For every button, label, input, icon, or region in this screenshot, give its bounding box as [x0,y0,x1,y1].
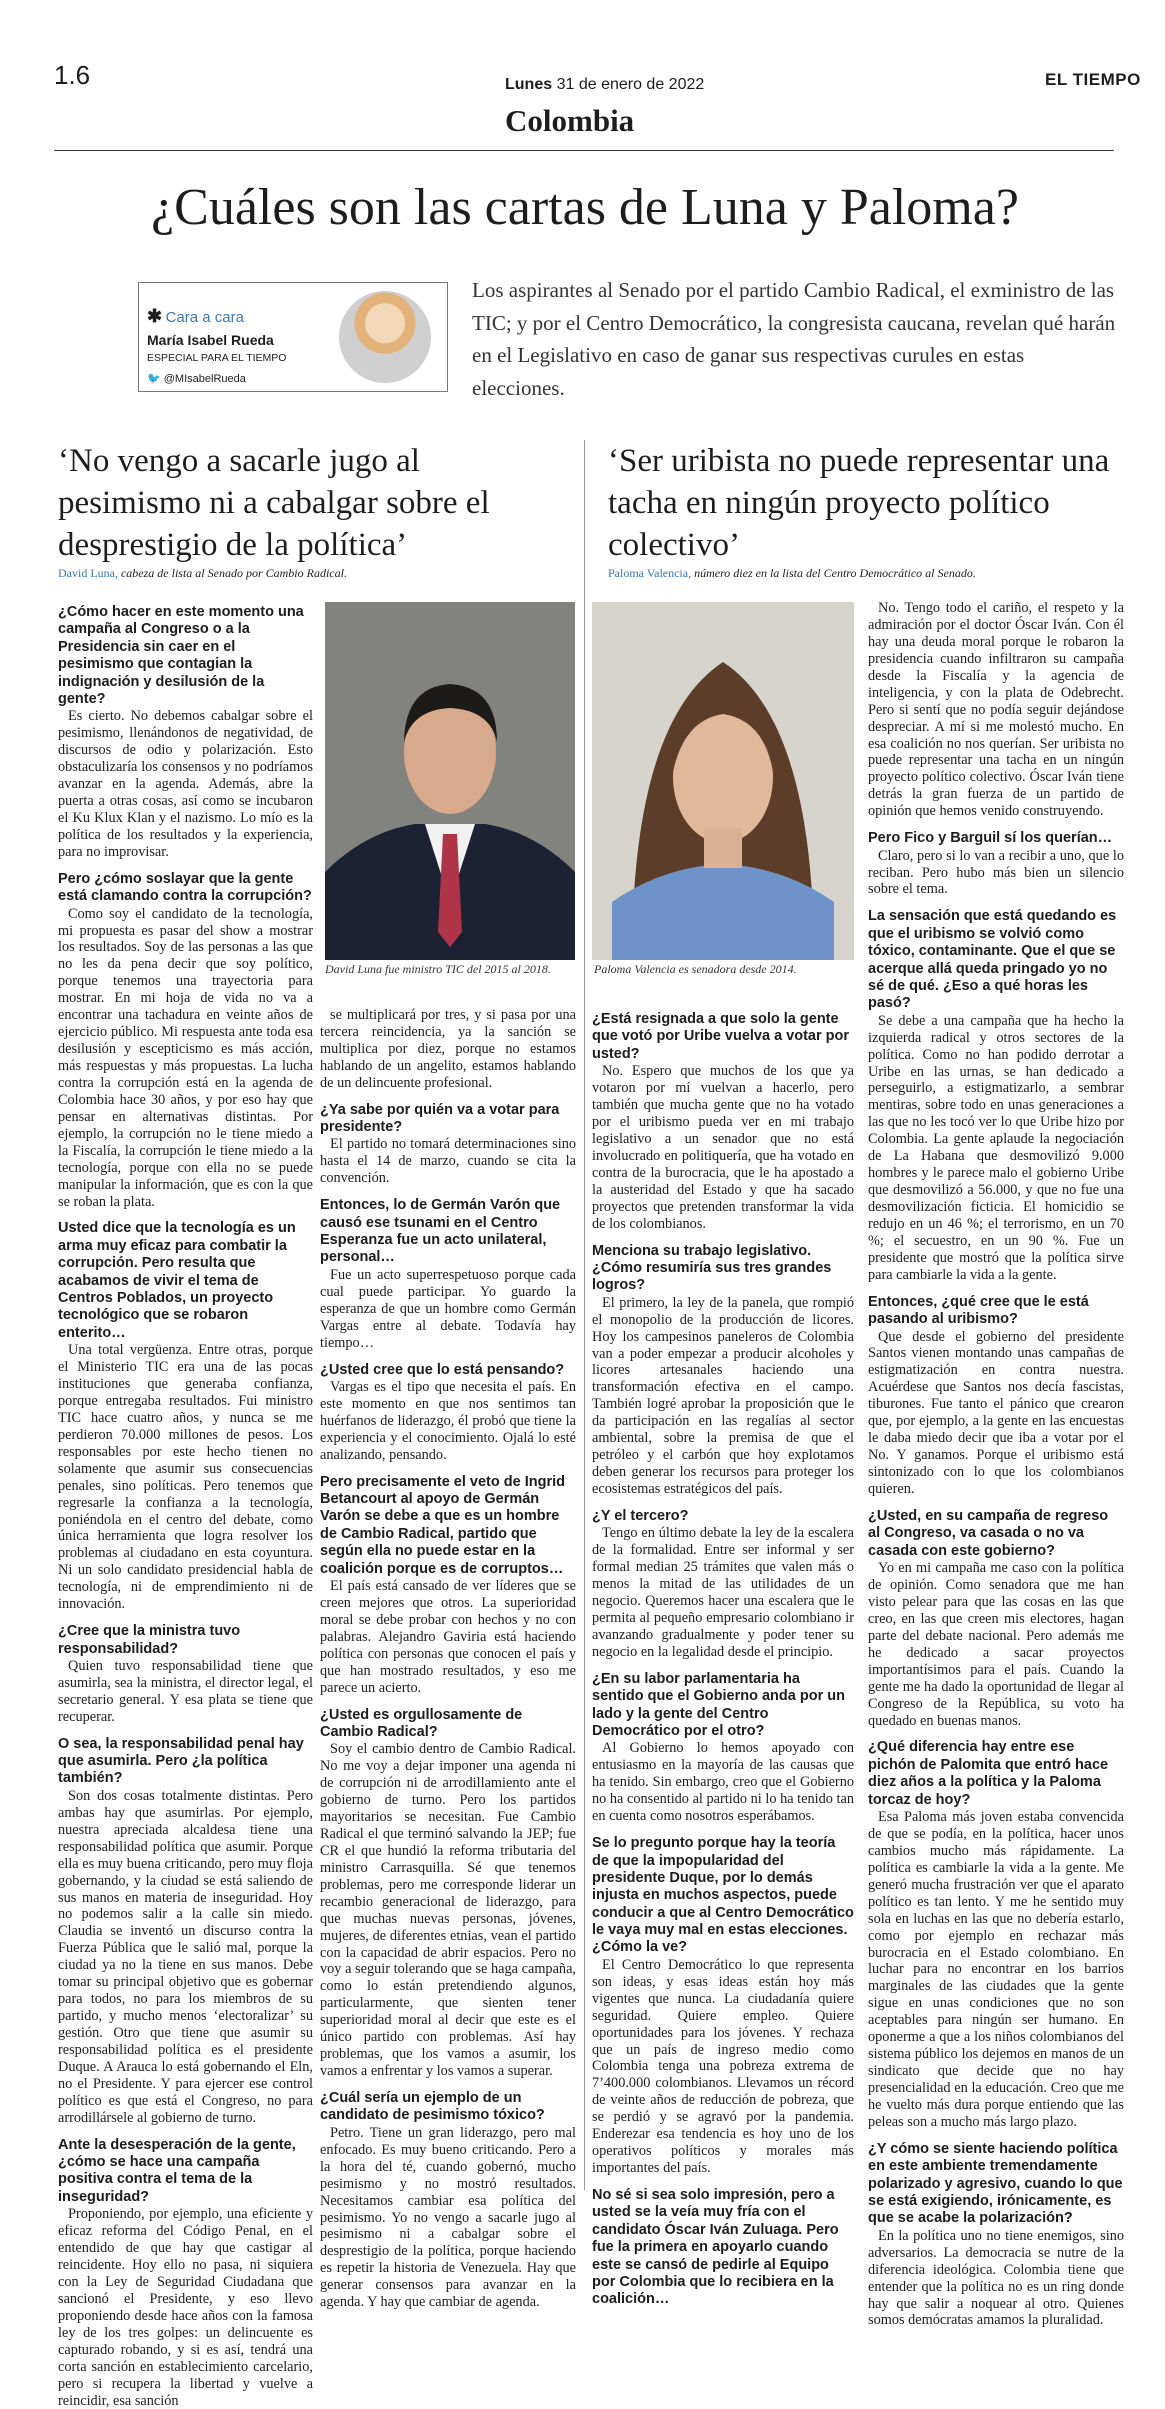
section-title: Colombia [505,103,635,138]
interview-question: Usted dice que la tecnología es un arma muy eficaz para combatir la corrupción. Pero resulta que acabamos de vivir el tema de Centros Poblados, un proyecto tecnológico que se robaron enterito… [58,1220,296,1341]
byline-text [147,303,347,387]
asterisk-icon: ✱ [147,306,163,326]
right-column-3 [592,1007,854,2308]
left-quote-title: ‘No vengo a sacarle jugo al pesimismo ni a cabalgar sobre el desprestigio de la política’ [58,443,490,564]
brand-logo: EL TIEMPO [1045,70,1141,89]
paloma-valencia-portrait [592,602,854,960]
right-column-4 [868,600,1124,2329]
interview-answer: El Centro Democrático lo que representa son ideas, y esas ideas están hoy más vigentes que nunca. La ciudadanía quiere seguridad. Quiere empleo. Quiere oportunidades para los jóvenes. Y rechaza que un país de ingreso medio como Colombia tenga una pobreza extrema de 7’400.000 colombianos. Llevamos un récord de veinte años de reducción de pobreza, que se perdió y se agravó por la pandemia. Enderezar esa tendencia es hoy uno de los operativos políticos y morales más importantes del país. [592,1956,854,2177]
interview-answer: El primero, la ley de la panela, que rompió el monopolio de la producción de licores. Hoy los campesinos paneleros de Colombia van a poder empezar a producir alcoholes y licores artesanales haciendo una transformación efectiva en el campo. También logré aprobar la proposición que le da participación en las regalías al sector ambiental, sobre la premisa de que el petróleo y el carbón que hoy explotamos deben generar los recursos para proteger los ecosistemas estratégicos del país. [592,1294,854,1498]
byline-author: María Isabel Rueda [147,332,274,348]
interview-question: ¿Qué diferencia hay entre ese pichón de Palomita que entró hace diez años a la política y la Paloma torcaz de hoy? [868,1739,1109,1808]
interview-answer: Son dos cosas totalmente distintas. Pero ambas hay que asumirlas. Por ejemplo, nuestra apreciada alcaldesa tiene una responsabilidad política que asumir. Porque ella es muy buena criticando, pero muy floja gobernando, y la ciudad se está saliendo de sus manos en materia de inseguridad. Hoy no podemos salir a la calle sin miedo. Claudia se inventó un discurso contra la Fuerza Pública que le salió mal, porque la ciudad ya no la tiene en sus manos. Debe tomar su principal objetivo que es gobernar para todos, no para los miembros de su partido, y mucho menos ‘electoralizar’ su gestión. Otro que tiene que asumir su responsabilidad política es el presidente Duque. A Arauca lo está gobernando el Eln, no el Presidente. Y para ejercer ese control político es que está el Congreso, no para arrodillársele al gobierno de turno. [58,1787,313,2126]
page-number: 1.6 [54,60,91,90]
interview-question: La sensación que está quedando es que el uribismo se volvió como tóxico, contaminante. Que el que se acerque allá queda pringado yo no sé de qué. ¿Eso a qué horas les pasó? [868,908,1117,1012]
top-rule [54,150,1114,151]
date-day: Lunes [505,76,553,93]
interview-question: ¿Usted, en su campaña de regreso al Congreso, va casada o no va casada con este gobierno? [868,1507,1109,1559]
interview-question: ¿Ya sabe por quién va a votar para presidente? [320,1101,560,1136]
interview-answer: Una total vergüenza. Entre otras, porque el Ministerio TIC era una de las pocas instituciones que generaba confianza, porque entregaba resultados. Fui ministro TIC hace cuatro años, y nunca se me perdieron 70.000 millones de pesos. Los responsables por este hecho tienen no solamente que asumir sus consecuencias penales, sino políticas. Pero tenemos que regresarle la confianza a la tecnología, poniéndola en el centro del debate, como única herramienta que logra resolver los problemas al ciudadano en esta coyuntura. Ni un solo candidato presidencial habla de tecnología, ni de emprendimiento ni de innovación. [58,1342,313,1613]
interview-answer: El partido no tomará determinaciones sino hasta el 14 de marzo, cuando se cita la convención. [320,1136,576,1187]
interview-question: Menciona su trabajo legislativo. ¿Cómo resumiría sus tres grandes logros? [592,1242,832,1294]
interview-answer: Claro, pero si lo van a recibir a uno, que lo reciban. Pero hubo más bien un silencio sobre el tema. [868,847,1124,898]
interview-question: ¿Cómo hacer en este momento una campaña al Congreso o a la Presidencia sin caer en el pesimismo que contagian la indignación y desilusión de la gente? [58,604,304,707]
left-subject-name: David Luna, [58,566,118,580]
date-rest: 31 de enero de 2022 [556,76,705,93]
interview-question: ¿Usted es orgullosamente de Cambio Radical? [320,1706,523,1740]
left-column-1 [58,600,313,2409]
left-column-2 [320,1007,576,2311]
interview-question: ¿Cuál sería un ejemplo de un candidato de pesimismo tóxico? [320,2090,545,2124]
left-subject-line [58,566,578,581]
interview-answer: Quien tuvo responsabilidad tiene que asumirla, sea la ministra, el director legal, el secretario general. Y esa plata se tiene que recuperar. [58,1657,313,1725]
right-subject-name: Paloma Valencia, [608,566,692,580]
interview-question: Ante la desesperación de la gente, ¿cómo se hace una campaña positiva contra el tema de la inseguridad? [58,2136,296,2205]
interview-answer: Se debe a una campaña que ha hecho la izquierda radical y otros sectores de la política. Como no han podido derrotar a Uribe en las urnas, se han dedicado a perseguirlo, a estigmatizarlo, a sembrar mentiras, sobre todo en unas generaciones a las que no les tocó ver lo que Uribe hizo por Colombia. La gente aplaude la negociación de La Habana que desmovilizó 9.000 hombres y le parece malo el gobierno Uribe que desmovilizó a 56.000, y que no fue una desmovilización ficticia. El homicidio se redujo en un 46 %; el terrorismo, en un 70 %; el secuestro, en un 90 %. Fue un presidente que mostró que la política sirve para cambiarle la vida a la gente. [868,1012,1124,1283]
interview-answer: Esa Paloma más joven estaba convencida de que se podía, en la política, hacer unos cambios mucho más rápidamente. La política es cambiarle la vida a la gente. Me generó mucha frustración ver que el aparato político es tan lento. Y me he sentido muy sola en luchas en las que no debería estarlo, como por ejemplo en rechazar más burocracia en el Estado colombiano. En luchar para no encontrar en los barrios marginales de las ciudades que la gente sigue en unas condiciones que no son aceptables para ningún ser humano. En oponerme a que a los niños colombianos del sistema público los dejemos en manos de un sindicato que decide que no hay presencialidad en la educación. Creo que me he vuelto más dura porque entiendo que las peleas son a mucho más largo plazo. [868,1809,1124,2130]
interview-question: Entonces, lo de Germán Varón que causó ese tsunami en el Centro Esperanza fue un acto unilateral, personal… [320,1197,561,1266]
author-portrait [339,291,431,383]
interview-question: ¿Usted cree que lo está pensando? [320,1361,565,1378]
page-headline: ¿Cuáles son las cartas de Luna y Paloma? [151,179,1019,236]
interview-answer: Vargas es el tipo que necesita el país. En este momento en que nos sentimos tan huérfanos de liderazgo, él probó que tiene la experiencia y el conocimiento. Ojalá lo esté analizando, pensando. [320,1378,576,1463]
interview-question: ¿En su labor parlamentaria ha sentido que el Gobierno anda por un lado y la gente del Centro Democrático por el otro? [592,1670,845,1740]
byline-tag: Cara a cara [165,309,244,326]
interview-answer: Yo en mi campaña me caso con la política de opinión. Como senadora que me han visto pelear para que las cosas en las que creo, en las que creen mis electores, hagan parte del debate nacional. Pero además me he dedicado a sacar proyectos importantísimos para el país. Cuando la gente me ha dado la oportunidad de llegar al Congreso de la República, su voto ha quedado en buenas manos. [868,1560,1124,1729]
interview-answer: Proponiendo, por ejemplo, una eficiente y eficaz reforma del Código Penal, en el entendido de que hay que castigar al reincidente. Hoy ello no pasa, ni siquiera con la Ley de Seguridad Ciudadana que sancionó el Presidente, y eso llevo proponiendo desde hace años con la famosa ley de los tres golpes: un delincuente es capturado robando, y si es así, tendrá una corta sanción en establecimiento carcelario, pero si recupera la libertad y vuelve a reincidir, esa sanción [58,2206,313,2409]
interview-answer: El país está cansado de ver líderes que se creen mejores que otros. La superioridad moral se debe probar con hechos y no con palabras. Alejandro Gaviria está haciendo política con personas que conocen el país y que han mostrado resultados, y eso me parece un acierto. [320,1577,576,1696]
interview-answer: Que desde el gobierno del presidente Santos vienen montando unas campañas de estigmatización en contra nuestra. Acuérdese que Santos nos decía fascistas, tiburones. Fue tanto el pánico que crearon que, por ejemplo, a la gente en las encuestas le daba miedo decir que iba a votar por el No. Y ganamos. Porque el uribismo está sintonizado con lo que los colombianos quieren. [868,1328,1124,1497]
paloma-valencia-photo [592,602,854,960]
byline-box [138,282,448,392]
interview-question: ¿Cree que la ministra tuvo responsabilidad? [58,1623,241,1657]
intro-summary: Los aspirantes al Senado por el partido Cambio Radical, el exministro de las TIC; y por el Centro Democrático, la congresista caucana, revelan qué harán en el Legislativo en caso de ganar sus respectivas curules en estas elecciones. [472,278,1116,400]
interview-question: Se lo pregunto porque hay la teoría de que la impopularidad del presidente Duque, por lo demás injusta en muchos aspectos, puede conducir a que al Centro Democrático le vaya muy mal en estas elecciones. ¿Cómo la ve? [592,1835,854,1956]
david-luna-photo [325,602,575,960]
interview-answer: Fue un acto superrespetuoso porque cada cual puede participar. Yo guardo la esperanza de que un hombre como Germán Vargas entre al debate. Todavía hay tiempo… [320,1266,576,1351]
byline-handle[interactable]: @MIsabelRueda [163,372,246,385]
interview-answer: Es cierto. No debemos cabalgar sobre el pesimismo, llenándonos de negatividad, de discursos de odio y polarización. Esto obstaculizaría los consensos y no podríamos avanzar en la agenda. Además, abre la puerta a otras cosas, así como se incubaron el Ku Klux Klan y el nazismo. Lo mío es la política de los resultados y la experiencia, para no improvisar. [58,708,313,860]
right-subject-role: número diez en la lista del Centro Democrático al Senado. [694,566,976,580]
interview-answer: Soy el cambio dentro de Cambio Radical. No me voy a dejar imponer una agenda ni de corrupción ni de arrodillamiento ante el gobierno de turno. Pero los partidos mayoritarios se necesitan. Fue Cambio Radical el que terminó salvando la JEP; fue CR el que hundió la reforma tributaria del ministro Carrasquilla. Sé que tenemos problemas, pero me corresponde liderar un recambio generacional de liderazgo, para que muchas nuevas personas, jóvenes, mujeres, de diferentes etnias, vean el partido con la capacidad de abrir espacios. Pero no voy a seguir tolerando que se haga campaña, como lo están pretendiendo algunos, particularmente, que sienten tener superioridad moral al decir que este es el único partido con problemas. Así hay problemas, que los vamos a asumir, los vamos a enfrentar y los vamos a superar. [320,1741,576,2080]
byline-role: ESPECIAL PARA EL TIEMPO [147,352,287,364]
david-luna-portrait [325,602,575,960]
right-quote-title: ‘Ser uribista no puede representar una tacha en ningún proyecto político colectivo’ [608,443,1110,564]
interview-question: Entonces, ¿qué cree que le está pasando al uribismo? [868,1293,1089,1328]
dateline [505,76,704,94]
interview-question: Pero precisamente el veto de Ingrid Betancourt al apoyo de Germán Varón se debe a que es un hombre de Cambio Radical, partido que según ella no puede estar en la coalición porque es de corruptos… [320,1473,565,1577]
interview-question: Pero ¿cómo soslayar que la gente está clamando contra la corrupción? [58,870,312,905]
interview-answer: En la política uno no tiene enemigos, sino adversarios. La democracia se nutre de la diferencia ideológica. Colombia tiene que entender que la política no es un ring donde hay que salir a noquear al otro. Quienes somos demócratas amamos la pluralidad. [868,2227,1124,2329]
right-photo-caption: Paloma Valencia es senadora desde 2014. [594,962,797,976]
interview-answer: No. Espero que muchos de los que ya votaron por mí vuelvan a hacerlo, pero también que mucha gente que no ha votado por el uribismo pueda ver en mi trabajo legislativo a un senador que no está involucrado en politiquería, que ha votado en contra de la burocracia, que le ha apostado a la austeridad del Estado y que ha sacado proyectos que pretenden transformar la vida de los colombianos. [592,1063,854,1232]
interview-question: Pero Fico y Barguil sí los querían… [868,830,1113,847]
interview-question: ¿Está resignada a que solo la gente que votó por Uribe vuelva a votar por usted? [592,1011,850,1062]
interview-answer: se multiplicará por tres, y si pasa por una tercera reincidencia, ya la sanción se multiplica por diez, porque no estamos hablando de un angelito, estamos hablando de un delincuente profesional. [320,1007,576,1091]
interview-answer: Petro. Tiene un gran liderazgo, pero mal enfocado. Es muy bueno criticando. Pero a la hora del té, cuando gobernó, mucho pesimismo y no mostró resultados. Necesitamos cambiar esa política del pesimismo. Yo no vengo a sacarle jugo al pesimismo ni a cabalgar sobre el desprestigio de la política, porque haciendo es repetir la historia de Venezuela. Hay que generar consensos para avanzar en la agenda. Y hay que cambiar de agenda. [320,2124,576,2311]
interview-answer: Tengo en último debate la ley de la escalera de la formalidad. Entre ser informal y ser formal median 25 trámites que valen más o menos la mitad de las utilidades de un negocio. Queremos hacer una escalera que le permita al pequeño empresario colombiano ir avanzando gradualmente y poder tener su negocio en la legalidad desde el principio. [592,1525,854,1660]
interview-answer: Al Gobierno lo hemos apoyado con entusiasmo en la mayoría de las causas que ha tenido. Sin embargo, creo que el Gobierno no ha consentido al partido ni lo ha tenido tan en cuenta como nosotros esperábamos. [592,1740,854,1825]
interview-question: ¿Y el tercero? [592,1507,689,1524]
interview-question: O sea, la responsabilidad penal hay que asumirla. Pero ¿la política también? [58,1735,304,1787]
interview-question: ¿Y cómo se siente haciendo política en este ambiente tremendamente polarizado y agresivo, cuando lo que se está exigiendo, irónicamente, es que se acabe la polarización? [868,2140,1123,2227]
interview-question: No sé si sea solo impresión, pero a usted se la veía muy fría con el candidato Óscar Iván Zuluaga. Pero fue la primera en apoyarlo cuando este se cansó de pedirle al Equipo por Colombia que lo recibiera en la coalición… [592,2187,839,2308]
column-divider [584,440,585,2190]
left-subject-role: cabeza de lista al Senado por Cambio Radical. [120,566,347,580]
interview-answer: No. Tengo todo el cariño, el respeto y la admiración por el doctor Óscar Iván. Con él hay una deuda moral porque le robaron la presidencia cuando infiltraron su campaña desde la Fiscalía y la agencia de inteligencia, y con la plata de Odebrecht. Pero si sentí que no podía seguir dejándose despreciar. A mí si me molestó mucho. En esa coalición no nos querían. Ser uribista no puede representar una tacha en un ningún proyecto político colectivo. Óscar Iván tiene detrás la gran fuerza de un partido de opinión que hemos venido construyendo. [868,600,1124,820]
right-subject-line [608,566,1148,581]
twitter-icon: 🐦 [147,372,161,385]
left-photo-caption: David Luna fue ministro TIC del 2015 al 2018. [325,962,551,976]
interview-answer: Como soy el candidato de la tecnología, mi propuesta es pasar del show a mostrar los resultados. Soy de las personas a las que no les da pena decir que soy político, porque tenemos una trayectoria para mostrar. En mi hoja de vida no va a encontrar una tachadura en veinte años de ejercicio público. Mi respuesta ante toda esa desilusión y escepticismo es más acción, más respuestas y más propuestas. La lucha contra la corrupción está en la agenda de Colombia hace 30 años, y por eso hay que pensar en alternativas distintas. Por ejemplo, la corrupción no le tiene miedo a la Fiscalía, la corrupción le tiene miedo a la tecnología, porque con ella no se puede manipular la información, que es con la que se roban la plata. [58,905,313,1210]
